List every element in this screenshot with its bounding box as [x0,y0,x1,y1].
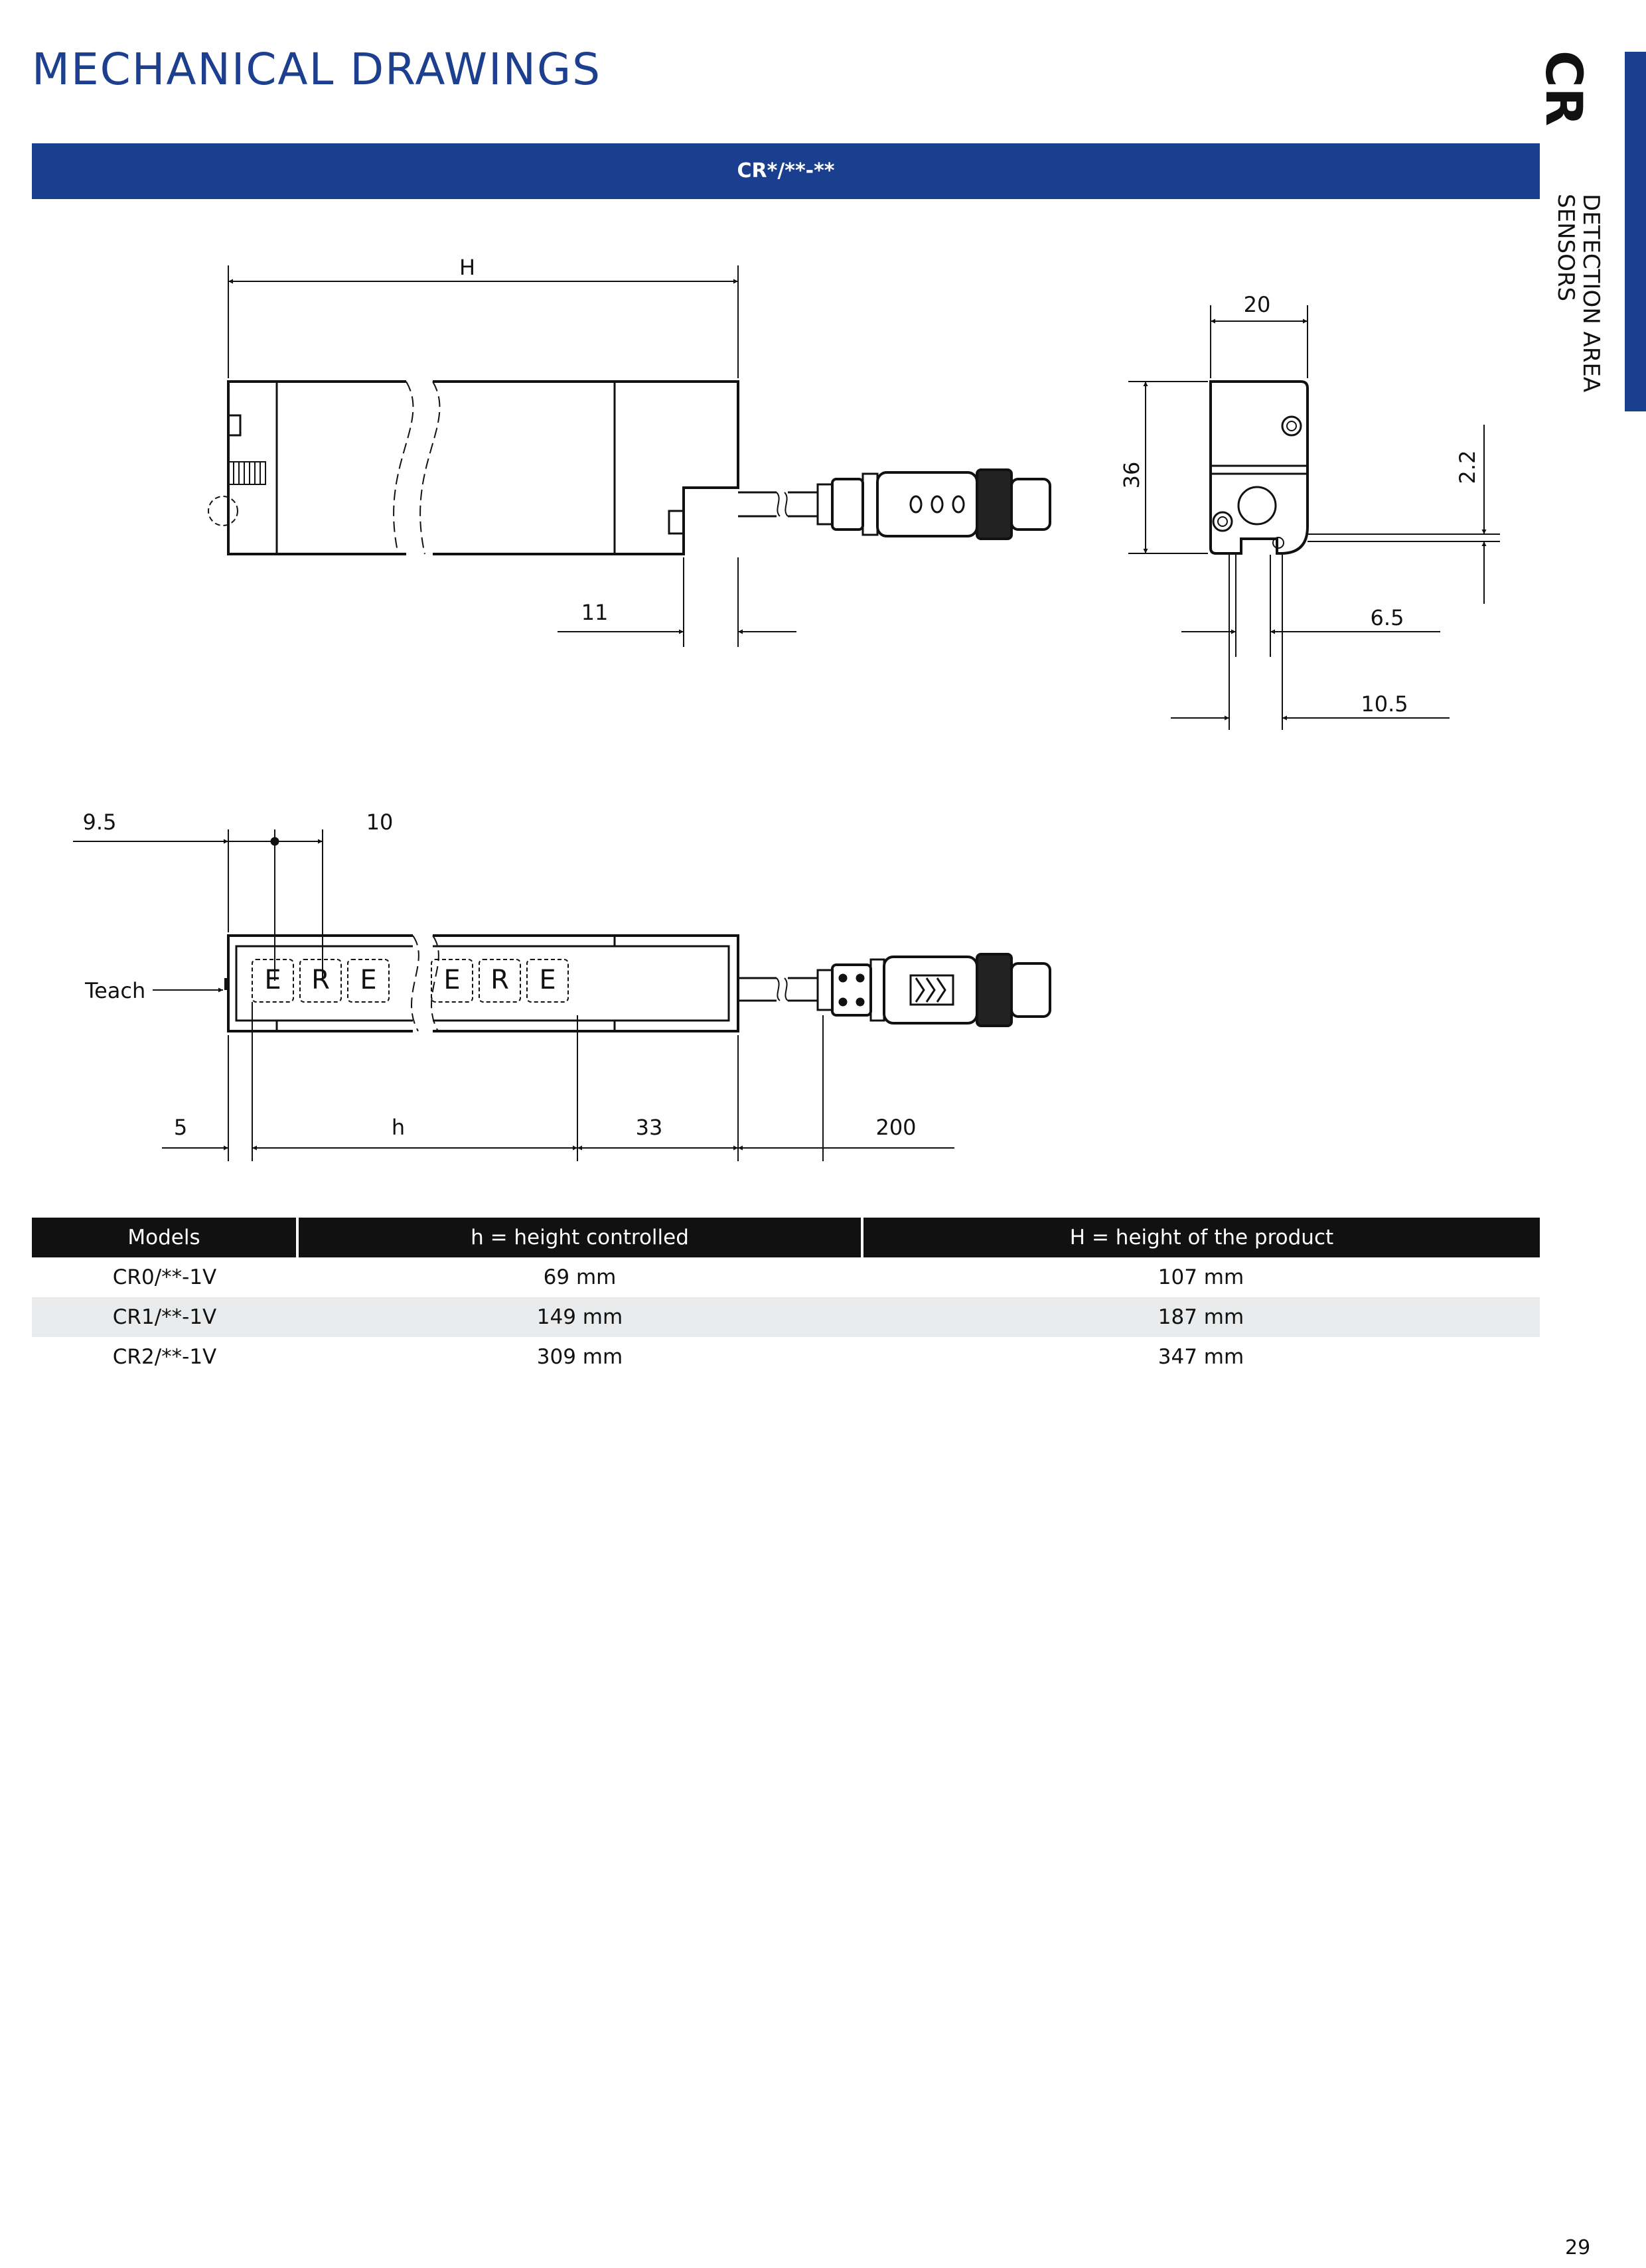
header-height-product: H = height of the product [862,1218,1540,1257]
header-height-controlled: h = height controlled [297,1218,862,1257]
cell-label: E [539,965,556,995]
dim-20-label: 20 [1243,292,1271,317]
dim-6-5-label: 6.5 [1370,605,1404,630]
cell-label: R [490,965,509,995]
cell-model: CR0/**-1V [112,1265,217,1289]
model-band: CR*/**-** [32,143,1540,199]
cell-model: CR2/**-1V [112,1345,217,1369]
top-view [208,265,1050,647]
table-row [32,1337,1540,1377]
cell-label: R [311,965,330,995]
cell-h: 69 mm [543,1265,617,1289]
cell-h: 149 mm [297,1297,862,1337]
dim-5-label: 5 [173,1115,188,1140]
cell-model: CR1/**-1V [32,1297,297,1337]
dim-9-5-label: 9.5 [82,810,117,835]
teach-label: Teach [85,978,146,1003]
cell-h: 309 mm [536,1345,623,1369]
side-tab-code: CR [1534,50,1594,127]
table-row [32,1297,1540,1337]
cell-H: 107 mm [1158,1265,1244,1289]
cell-label: E [264,965,281,995]
cell-label: E [360,965,377,995]
dim-36-label: 36 [1119,461,1144,489]
cell-H: 347 mm [1158,1345,1244,1369]
dim-h-label: h [391,1115,406,1140]
dim-33-label: 33 [635,1115,663,1140]
table-header-row [32,1218,1540,1257]
models-table [32,1218,1540,1377]
side-view [1128,305,1500,730]
dim-H-label: H [459,255,476,280]
side-tab-subtitle: DETECTION AREA SENSORS [1552,194,1604,393]
dim-10-label: 10 [366,810,394,835]
header-models: Models [32,1218,297,1257]
page-title: MECHANICAL DRAWINGS [32,44,602,95]
dim-200-label: 200 [875,1115,917,1140]
table-row [32,1257,1540,1297]
dim-10-5-label: 10.5 [1361,691,1408,717]
cell-H: 187 mm [862,1297,1540,1337]
cell-label: E [443,965,461,995]
front-view [73,829,1050,1161]
page-number: 29 [1565,2236,1591,2259]
dim-11-label: 11 [581,600,609,625]
dim-2-2-label: 2.2 [1455,450,1480,484]
